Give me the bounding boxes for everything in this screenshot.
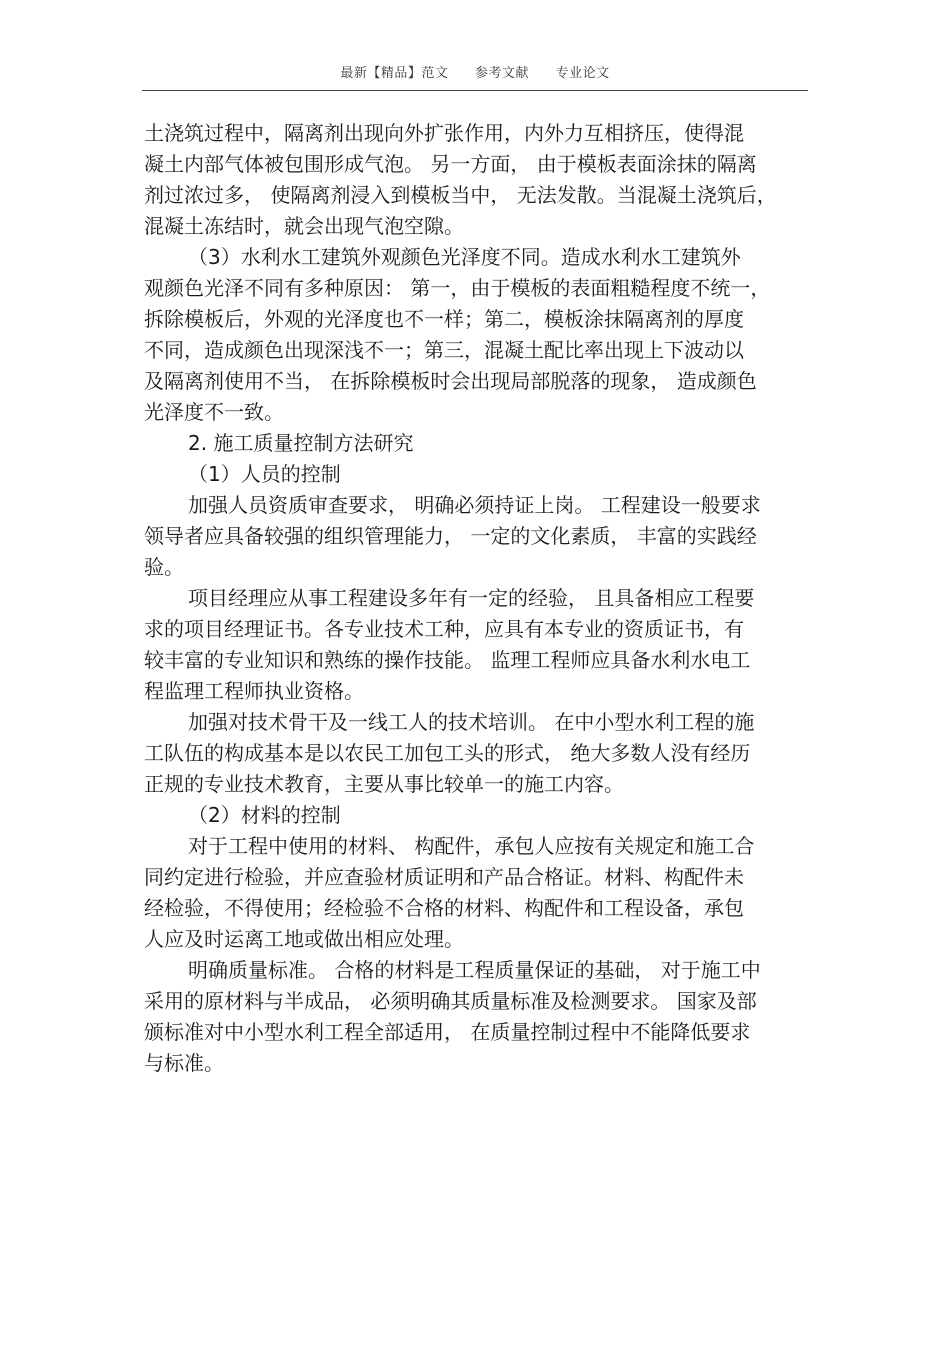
text-line: 剂过浓过多， 使隔离剂浸入到模板当中， 无法发散。当混凝土浇筑后， [144,183,777,207]
text-line: 正规的专业技术教育，主要从事比较单一的施工内容。 [144,772,624,796]
text-line: 较丰富的专业知识和熟练的操作技能。 监理工程师应具备水利水电工 [144,648,751,672]
text-line: （3）水利水工建筑外观颜色光泽度不同。造成水利水工建筑外 [188,245,741,269]
text-line: 明确质量标准。 合格的材料是工程质量保证的基础， 对于施工中 [188,958,761,982]
header-item-fanwen: 最新【精品】范文 [340,66,449,81]
text-line: 加强人员资质审查要求， 明确必须持证上岗。 工程建设一般要求 [188,493,761,517]
text-line: （2）材料的控制 [188,803,341,827]
page-header [142,62,808,81]
text-line: 颁标准对中小型水利工程全部适用， 在质量控制过程中不能降低要求 [144,1020,751,1044]
text-line: 对于工程中使用的材料、 构配件，承包人应按有关规定和施工合 [188,834,755,858]
text-line: 拆除模板后，外观的光泽度也不一样；第二，模板涂抹隔离剂的厚度 [144,307,744,331]
text-line: 及隔离剂使用不当， 在拆除模板时会出现局部脱落的现象， 造成颜色 [144,369,757,393]
header-item-lunwen: 专业论文 [555,66,610,81]
text-line: 领导者应具备较强的组织管理能力， 一定的文化素质， 丰富的实践经 [144,524,757,548]
text-line: 凝土内部气体被包围形成气泡。 另一方面， 由于模板表面涂抹的隔离 [144,152,757,176]
text-line: 经检验，不得使用；经检验不合格的材料、构配件和工程设备，承包 [144,896,744,920]
text-line: 土浇筑过程中，隔离剂出现向外扩张作用，内外力互相挤压，使得混 [144,121,744,145]
text-line: 不同，造成颜色出现深浅不一；第三，混凝土配比率出现上下波动以 [144,338,744,362]
text-line: 观颜色光泽不同有多种原因： 第一，由于模板的表面粗糙程度不统一， [144,276,771,300]
text-line: 工队伍的构成基本是以农民工加包工头的形式， 绝大多数人没有经历 [144,741,751,765]
document-body [144,118,804,1079]
header-divider [142,90,808,91]
text-line: 采用的原材料与半成品， 必须明确其质量标准及检测要求。 国家及部 [144,989,757,1013]
text-line: 验。 [144,555,184,579]
text-line: 程监理工程师执业资格。 [144,679,364,703]
text-line: 求的项目经理证书。各专业技术工种，应具有本专业的资质证书，有 [144,617,744,641]
header-item-cankao: 参考文献 [474,66,529,81]
text-line: （1）人员的控制 [188,462,341,486]
text-line: 人应及时运离工地或做出相应处理。 [144,927,464,951]
text-line: 加强对技术骨干及一线工人的技术培训。 在中小型水利工程的施 [188,710,755,734]
text-line: 同约定进行检验，并应查验材质证明和产品合格证。材料、构配件未 [144,865,744,889]
text-line: 与标准。 [144,1051,224,1075]
text-line: 混凝土冻结时，就会出现气泡空隙。 [144,214,464,238]
text-line: 项目经理应从事工程建设多年有一定的经验， 且具备相应工程要 [188,586,755,610]
text-line: 2. 施工质量控制方法研究 [188,431,414,455]
text-line: 光泽度不一致。 [144,400,284,424]
